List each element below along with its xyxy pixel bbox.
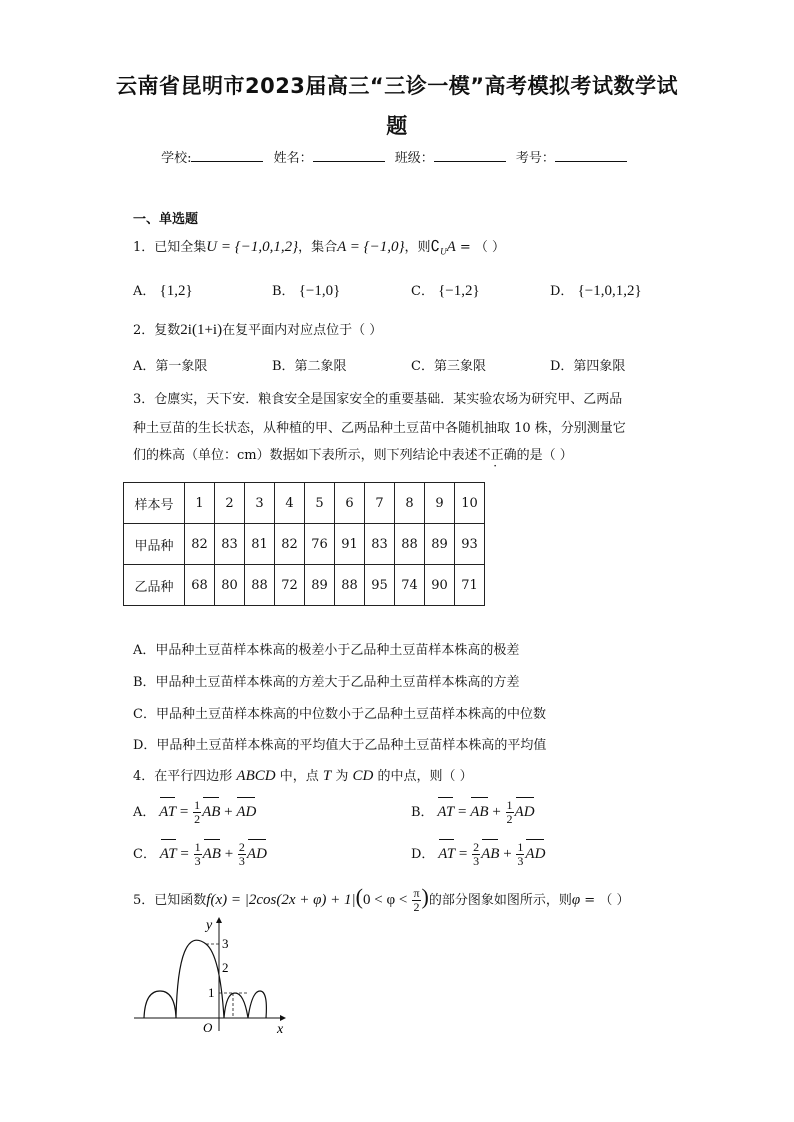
vector-ab: AB: [203, 840, 221, 868]
table-cell: 乙品种: [124, 565, 185, 606]
q5-open-paren: (: [355, 884, 363, 909]
q1-universal-set: U = {−1,0,1,2}: [206, 239, 299, 255]
fraction-denominator: 2: [506, 812, 513, 827]
q2-option-d[interactable]: D．第四象限: [550, 359, 626, 374]
table-cell: 89: [305, 565, 335, 606]
fraction-denominator: 3: [194, 854, 201, 869]
section-heading: 一、单选题: [133, 212, 199, 227]
q3-line-3: [133, 447, 573, 465]
tick-label-2: 2: [222, 960, 229, 975]
q1-option-a[interactable]: [133, 282, 193, 301]
q4-option-c[interactable]: C． AT = $\frac{1}{3}$ AB + $\frac{2}{3}$ AD: [133, 840, 267, 869]
x-axis-arrow: [280, 1015, 286, 1021]
option-value: {−1,0}: [298, 283, 341, 299]
class-label: 班级：: [394, 151, 434, 166]
table-cell: 甲品种: [124, 524, 185, 565]
table-row: [124, 565, 485, 606]
table-cell: 82: [185, 524, 215, 565]
option-letter: A．: [133, 805, 156, 820]
vector-ad: AD: [247, 840, 267, 868]
q4-option-d[interactable]: D． AT = $\frac{2}{3}$ AB + $\frac{1}{3}$ AD: [411, 840, 546, 869]
option-value: {−1,2}: [438, 283, 480, 299]
q3-option-c[interactable]: C．甲品种土豆苗样本株高的中位数小于乙品种土豆苗样本株高的中位数: [133, 707, 546, 722]
option-letter: A．: [133, 284, 156, 299]
q4-segment: CD: [352, 768, 374, 784]
option-letter: D．: [550, 284, 574, 299]
table-cell: 76: [305, 524, 335, 565]
fraction-numerator: 2: [473, 840, 480, 855]
question-2: [133, 321, 382, 340]
vector-ad: AD: [525, 840, 545, 868]
option-letter: C．: [133, 847, 156, 862]
q4-option-b[interactable]: B． AT = AB + $\frac{1}{2}$ AD: [411, 798, 535, 827]
q3-line3-start: 们的株高（单位：cm）数据如下表所示，则下列结论中表述: [133, 448, 478, 463]
q2-expression: 2i(1+i): [180, 322, 223, 338]
table-cell: 72: [275, 565, 305, 606]
page-title-line2: 题: [386, 114, 408, 138]
q4-tail: 的中点，则（ ）: [377, 769, 473, 784]
table-cell: 95: [365, 565, 395, 606]
student-info-line: [0, 147, 794, 166]
fraction-numerator: 1: [506, 798, 513, 813]
option-value: {1,2}: [159, 283, 193, 299]
table-cell: 1: [185, 483, 215, 524]
option-letter: B．: [272, 284, 295, 299]
fraction-denominator: 2: [194, 812, 201, 827]
table-cell: 样本号: [124, 483, 185, 524]
table-cell: 71: [455, 565, 485, 606]
tick-label-1: 1: [208, 985, 215, 1000]
fraction: [506, 799, 514, 826]
q3-line-1: 3．仓廪实，天下安．粮食安全是国家安全的重要基础．某实验农场为研究甲、乙两品: [133, 392, 623, 407]
fraction: [412, 887, 420, 914]
q2-option-b[interactable]: B．第二象限: [272, 359, 347, 374]
q4-prefix: 4．在平行四边形: [133, 769, 233, 784]
vector-at: AT: [437, 798, 454, 826]
q5-phi: φ: [571, 892, 581, 908]
table-cell: 68: [185, 565, 215, 606]
origin-label: O: [203, 1020, 213, 1035]
q4-mid: 中，点: [279, 769, 319, 784]
graph-curve: [144, 940, 266, 1018]
table-cell: 74: [395, 565, 425, 606]
school-label: 学校:: [161, 151, 192, 166]
table-row: [124, 524, 485, 565]
option-value: {−1,0,1,2}: [577, 283, 642, 299]
data-table: [123, 482, 485, 606]
table-cell: 89: [425, 524, 455, 565]
q1-option-b[interactable]: [272, 282, 340, 301]
tick-label-3: 3: [222, 936, 229, 951]
table-cell: 9: [425, 483, 455, 524]
vector-ad: AD: [515, 798, 535, 826]
q4-shape: ABCD: [236, 768, 276, 784]
q2-option-c[interactable]: C．第三象限: [411, 359, 486, 374]
function-graph: [130, 915, 290, 1040]
vector-at: AT: [159, 798, 176, 826]
fraction-numerator: π: [413, 886, 420, 900]
vector-at: AT: [438, 840, 455, 868]
table-cell: 3: [245, 483, 275, 524]
table-cell: 88: [335, 565, 365, 606]
table-cell: 83: [365, 524, 395, 565]
page-title-line1: 云南省昆明市2023届高三“三诊一模”高考模拟考试数学试: [115, 74, 679, 98]
fraction: [516, 841, 524, 868]
vector-ad: AD: [236, 798, 256, 826]
table-cell: 2: [215, 483, 245, 524]
fraction: [472, 841, 480, 868]
fraction: [238, 841, 246, 868]
table-cell: 7: [365, 483, 395, 524]
q5-tail2: = （ ）: [580, 893, 630, 908]
vector-ab: AB: [202, 798, 220, 826]
name-blank[interactable]: [313, 149, 385, 162]
y-axis-label: y: [206, 918, 213, 933]
q3-emphasis: 不正确: [477, 448, 517, 463]
fraction: [194, 841, 202, 868]
table-cell: 88: [395, 524, 425, 565]
table-cell: 5: [305, 483, 335, 524]
table-cell: 88: [245, 565, 275, 606]
q3-option-a[interactable]: A．甲品种土豆苗样本株高的极差小于乙品种土豆苗样本株高的极差: [133, 643, 520, 658]
fraction-denominator: 3: [517, 854, 524, 869]
fraction-numerator: 2: [238, 840, 245, 855]
y-axis-arrow: [216, 917, 222, 923]
fraction-numerator: 1: [517, 840, 524, 855]
fraction-denominator: 2: [413, 900, 420, 914]
q5-tail: 的部分图象如图所示，则: [428, 893, 572, 908]
table-cell: 4: [275, 483, 305, 524]
id-label: 考号：: [515, 151, 555, 166]
q1-mid: ，集合: [298, 240, 338, 255]
vector-ab: AB: [481, 840, 499, 868]
q1-complement-symbol: ∁: [430, 239, 441, 255]
name-label: 姓名：: [273, 151, 313, 166]
table-cell: 8: [395, 483, 425, 524]
q1-option-c[interactable]: [411, 282, 480, 301]
q3-option-d[interactable]: D．甲品种土豆苗样本株高的平均值大于乙品种土豆苗样本株高的平均值: [133, 738, 547, 753]
fraction-denominator: 3: [238, 854, 245, 869]
q3-option-b[interactable]: B．甲品种土豆苗样本株高的方差大于乙品种土豆苗样本株高的方差: [133, 675, 520, 690]
table-cell: 80: [215, 565, 245, 606]
table-cell: 82: [275, 524, 305, 565]
fraction-numerator: 1: [194, 798, 201, 813]
table-cell: 81: [245, 524, 275, 565]
table-cell: 90: [425, 565, 455, 606]
q5-close-paren: ): [421, 884, 429, 909]
question-1: [133, 238, 505, 261]
q5-prefix: 5．已知函数: [133, 893, 207, 908]
vector-at: AT: [160, 840, 177, 868]
q5-function: f(x) = |2cos(2x + φ) + 1|: [206, 892, 356, 908]
table-cell: 10: [455, 483, 485, 524]
option-letter: B．: [411, 805, 434, 820]
q1-complement-set: A: [446, 239, 456, 255]
q4-point: T: [322, 768, 332, 784]
question-4: [133, 767, 473, 786]
fraction-denominator: 3: [473, 854, 480, 869]
option-letter: C．: [411, 284, 434, 299]
vector-ab: AB: [470, 798, 488, 826]
id-blank[interactable]: [555, 149, 627, 162]
q4-mid2: 为: [335, 769, 349, 784]
q2-prefix: 2．复数: [133, 323, 181, 338]
x-axis-label: x: [277, 1022, 284, 1037]
class-blank[interactable]: [434, 149, 506, 162]
option-letter: D．: [411, 847, 435, 862]
q3-line-2: 种土豆苗的生长状态，从种植的甲、乙两品种土豆苗中各随机抽取 10 株，分别测量它: [133, 421, 626, 436]
q4-option-a[interactable]: A． AT = $\frac{1}{2}$ AB + AD: [133, 798, 257, 827]
q1-tail: = （ ）: [455, 240, 506, 255]
table-cell: 91: [335, 524, 365, 565]
q1-complement-sub: U: [440, 246, 447, 257]
q5-condition: 0 < φ <: [362, 892, 408, 908]
q2-tail: 在复平面内对应点位于（ ）: [222, 323, 383, 338]
q1-prefix: 1．已知全集: [133, 240, 207, 255]
fraction: [193, 799, 201, 826]
q1-set-a: A = {−1,0}: [337, 239, 405, 255]
table-header-row: [124, 483, 485, 524]
q1-option-d[interactable]: [550, 282, 642, 301]
table-cell: 83: [215, 524, 245, 565]
q1-ask: ，则: [404, 240, 431, 255]
school-blank[interactable]: [191, 149, 263, 162]
q3-line3-end: 的是（ ）: [516, 448, 573, 463]
table-cell: 6: [335, 483, 365, 524]
q2-option-a[interactable]: A．第一象限: [133, 359, 208, 374]
question-5: [133, 883, 629, 915]
fraction-numerator: 1: [194, 840, 201, 855]
table-cell: 93: [455, 524, 485, 565]
